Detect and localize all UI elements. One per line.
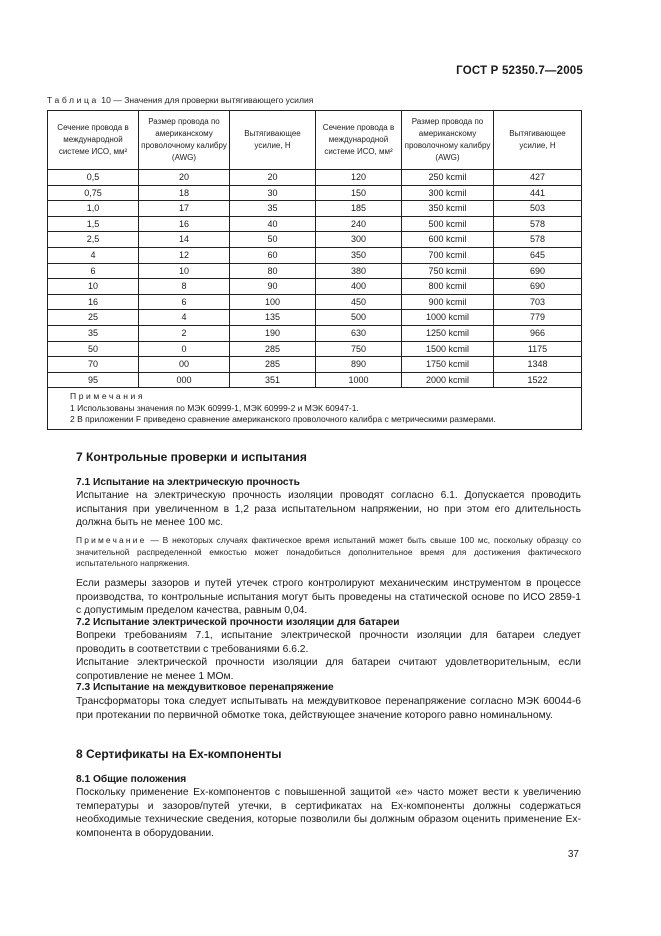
- table-cell: 35: [230, 201, 316, 217]
- table-cell: 50: [230, 232, 316, 248]
- table-cell: 18: [139, 185, 230, 201]
- table-row: [48, 170, 582, 186]
- table-cell: 50: [48, 341, 139, 357]
- table-cell: 120: [316, 170, 402, 186]
- table-row: [48, 357, 582, 373]
- section-8-1-paragraph-1: Поскольку применение Ex-компонентов с повышенной защитой «е» часто может вести к увеличению температуры и зазоров/путей утечки, в сертификатах на Ex-компоненты должны содержаться необходимые технические сведения, которые позволили бы должным образом оценить применение Ex-компонента в оборудовании.: [76, 787, 581, 840]
- table-cell: 285: [230, 357, 316, 373]
- table-row: [48, 310, 582, 326]
- table-cell: 1250 kcmil: [402, 325, 494, 341]
- table-cell: 0: [139, 341, 230, 357]
- table-row: [48, 216, 582, 232]
- table-cell: 703: [494, 294, 582, 310]
- table-cell: 40: [230, 216, 316, 232]
- table-cell: 1175: [494, 341, 582, 357]
- col-header: Вытягивающее усилие, Н: [494, 111, 582, 170]
- table-cell: 690: [494, 279, 582, 295]
- table-cell: 285: [230, 341, 316, 357]
- table-cell: 1,0: [48, 201, 139, 217]
- table-cell: 1750 kcmil: [402, 357, 494, 373]
- standard-number: ГОСТ Р 52350.7—2005: [456, 65, 583, 77]
- section-7-2-paragraph-1: Вопреки требованиям 7.1, испытание электрической прочности изоляции для батареи следует проводить в соответствии с требованиями 6.6.2.: [76, 630, 581, 655]
- section-7-2-paragraph-2: Испытание электрической прочности изоляции для батареи считают удовлетворительным, если сопротивление не менее 1 МОм.: [76, 657, 581, 682]
- table-cell: 900 kcmil: [402, 294, 494, 310]
- section-7-1-paragraph-2: Если размеры зазоров и путей утечек строго контролируют механическим инструментом в процессе производства, то контрольные испытания могут быть проведены на статической основе по ИСО 2859-1 с допустимым пределом качества, равным 0,04.: [76, 578, 581, 617]
- table-note: 1 Использованы значения по МЭК 60999-1, МЭК 60999-2 и МЭК 60947-1.: [70, 402, 359, 413]
- table-cell: 20: [139, 170, 230, 186]
- table-cell: 2: [139, 325, 230, 341]
- table-cell: 135: [230, 310, 316, 326]
- table-cell: 750: [316, 341, 402, 357]
- table-cell: 645: [494, 247, 582, 263]
- table-cell: 630: [316, 325, 402, 341]
- table-row: [48, 232, 582, 248]
- table-cell: 185: [316, 201, 402, 217]
- col-header: Вытягивающее усилие, Н: [230, 111, 316, 170]
- table-note: 2 В приложении F приведено сравнение американского проволочного калибра с метрическими размерами.: [70, 414, 496, 425]
- table-cell: 6: [139, 294, 230, 310]
- section-8-title: 8 Сертификаты на Ex-компоненты: [76, 747, 282, 761]
- section-8-1-title: 8.1 Общие положения: [76, 774, 187, 785]
- table-cell: 240: [316, 216, 402, 232]
- table-cell: 2,5: [48, 232, 139, 248]
- table-cell: 380: [316, 263, 402, 279]
- table-cell: 000: [139, 372, 230, 388]
- table-cell: 10: [139, 263, 230, 279]
- section-7-1-title: 7.1 Испытание на электрическую прочность: [76, 477, 300, 488]
- table-cell: 500 kcmil: [402, 216, 494, 232]
- table-cell: 427: [494, 170, 582, 186]
- table-cell: 95: [48, 372, 139, 388]
- table-cell: 16: [48, 294, 139, 310]
- table-cell: 350: [316, 247, 402, 263]
- page-number: 37: [567, 849, 579, 860]
- table-cell: 70: [48, 357, 139, 373]
- table-cell: 4: [48, 247, 139, 263]
- table-caption: [47, 95, 313, 105]
- table-cell: 800 kcmil: [402, 279, 494, 295]
- table-cell: 100: [230, 294, 316, 310]
- section-7-3-title: 7.3 Испытание на междувитковое перенапряжение: [76, 682, 334, 693]
- table-row: [48, 341, 582, 357]
- table-notes: [48, 388, 582, 430]
- table-cell: 400: [316, 279, 402, 295]
- table-cell: 578: [494, 216, 582, 232]
- table-cell: 1522: [494, 372, 582, 388]
- table-header-row: [48, 111, 582, 170]
- table-cell: 503: [494, 201, 582, 217]
- table-row: [48, 325, 582, 341]
- section-7-1-note: [76, 535, 581, 570]
- col-header: Сечение провода в международной системе ИСО, мм²: [316, 111, 402, 170]
- table-cell: 10: [48, 279, 139, 295]
- table-cell: 350 kcmil: [402, 201, 494, 217]
- table-cell: 441: [494, 185, 582, 201]
- table-row: [48, 372, 582, 388]
- table-cell: 300: [316, 232, 402, 248]
- section-7-1-paragraph-1: Испытание на электрическую прочность изоляции проводят согласно 6.1. Допускается проводить испытания при увеличенном в 1,2 раза испытательном напряжении, но при этом его длительность должна быть не менее 100 мс.: [76, 490, 581, 529]
- table-cell: 0,75: [48, 185, 139, 201]
- table-caption-lead: Таблица: [47, 95, 99, 105]
- table-row: [48, 279, 582, 295]
- section-7-title: 7 Контрольные проверки и испытания: [76, 450, 307, 464]
- table-cell: 17: [139, 201, 230, 217]
- table-cell: 250 kcmil: [402, 170, 494, 186]
- table-cell: 00: [139, 357, 230, 373]
- table-cell: 0,5: [48, 170, 139, 186]
- table-cell: 690: [494, 263, 582, 279]
- col-header: Сечение провода в международной системе ИСО, мм²: [48, 111, 139, 170]
- col-header: Размер провода по американскому проволочному калибру (AWG): [402, 111, 494, 170]
- table-row: [48, 263, 582, 279]
- table-row: [48, 185, 582, 201]
- note-lead: Примечание: [76, 535, 147, 545]
- table-cell: 2000 kcmil: [402, 372, 494, 388]
- table-cell: 1000: [316, 372, 402, 388]
- section-7-3-paragraph-1: Трансформаторы тока следует испытывать на междувитковое перенапряжение согласно МЭК 60044-6 при протекании по первичной обмотке тока, действующее значение которого равно номинальному.: [76, 696, 581, 721]
- table-cell: 600 kcmil: [402, 232, 494, 248]
- table-cell: 16: [139, 216, 230, 232]
- table-cell: 150: [316, 185, 402, 201]
- section-7-2-title: 7.2 Испытание электрической прочности изоляции для батареи: [76, 617, 400, 628]
- table-cell: 12: [139, 247, 230, 263]
- table-cell: 450: [316, 294, 402, 310]
- table-cell: 90: [230, 279, 316, 295]
- table-cell: 8: [139, 279, 230, 295]
- table-cell: 4: [139, 310, 230, 326]
- table-cell: 80: [230, 263, 316, 279]
- table-row: [48, 247, 582, 263]
- table-caption-text: 10 — Значения для проверки вытягивающего усилия: [98, 95, 314, 105]
- table-cell: 6: [48, 263, 139, 279]
- table-cell: 1500 kcmil: [402, 341, 494, 357]
- col-header: Размер провода по американскому проволочному калибру (AWG): [139, 111, 230, 170]
- table-cell: 500: [316, 310, 402, 326]
- table-cell: 300 kcmil: [402, 185, 494, 201]
- table-cell: 1000 kcmil: [402, 310, 494, 326]
- table-cell: 35: [48, 325, 139, 341]
- table-cell: 25: [48, 310, 139, 326]
- pull-force-table: [47, 110, 582, 430]
- table-cell: 1,5: [48, 216, 139, 232]
- table-body: [48, 170, 582, 388]
- table-cell: 578: [494, 232, 582, 248]
- table-notes-row: [48, 388, 582, 430]
- table-row: [48, 294, 582, 310]
- table-row: [48, 201, 582, 217]
- table-cell: 750 kcmil: [402, 263, 494, 279]
- table-cell: 60: [230, 247, 316, 263]
- table-cell: 351: [230, 372, 316, 388]
- table-cell: 20: [230, 170, 316, 186]
- table-cell: 700 kcmil: [402, 247, 494, 263]
- table-cell: 779: [494, 310, 582, 326]
- note-text: — В некоторых случаях фактическое время испытаний может быть свыше 100 мс, поскольку образцу со значительной распределенной емкостью может понадобиться дополнительное время для достижения фактического испытательного напряжения.: [76, 535, 581, 568]
- table-cell: 966: [494, 325, 582, 341]
- table-cell: 190: [230, 325, 316, 341]
- table-cell: 890: [316, 357, 402, 373]
- table-cell: 1348: [494, 357, 582, 373]
- table-notes-title: Примечания: [70, 391, 146, 402]
- table-cell: 30: [230, 185, 316, 201]
- table-cell: 14: [139, 232, 230, 248]
